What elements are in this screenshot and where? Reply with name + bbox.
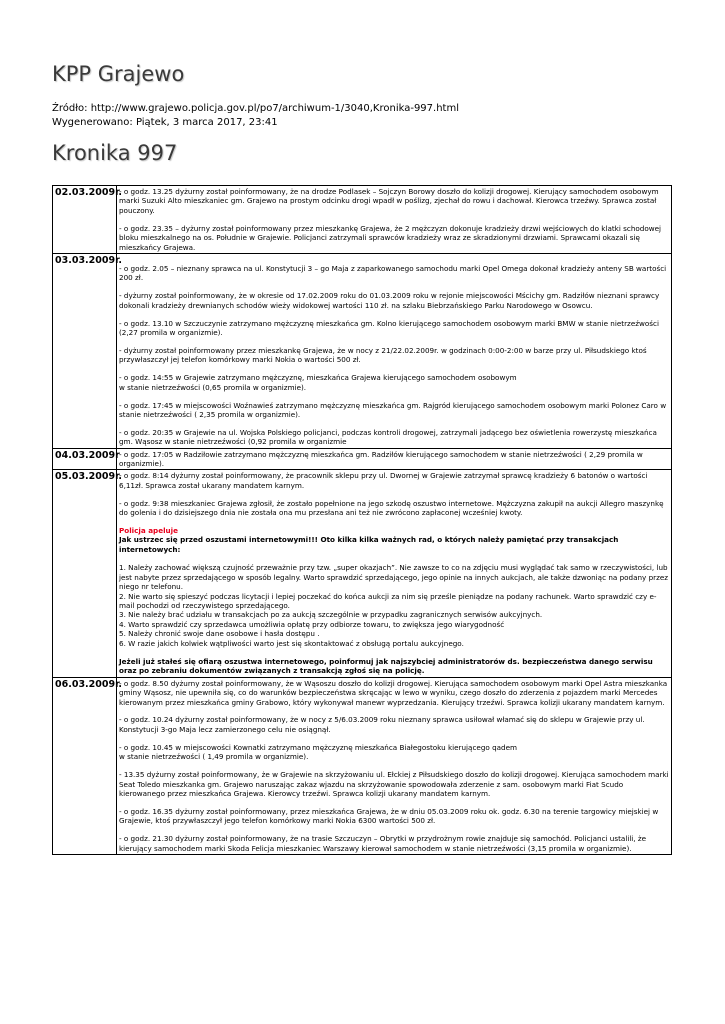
appeal-closing: Jeżeli już stałeś się ofiarą oszustwa internetowego, poinformuj jak najszybciej administratorów ds. bezpieczeństwa danego serwisu oraz po zebraniu dokumentów związanych z transakcją zgłoś się na policję. — [119, 656, 653, 676]
entries-cell — [117, 186, 672, 254]
log-entry: - o godz. 10.24 dyżurny został poinformowany, że w nocy z 5/6.03.2009 roku nieznany sprawca usiłował włamać się do sklepu w Grajewie przy ul. Konstytucji 3-go Maja lecz zamierzonego celu nie osiągnął. — [119, 715, 645, 734]
date-cell: 06.03.2009r. — [53, 677, 117, 854]
date-cell: 04.03.2009r — [53, 448, 117, 470]
table-row — [53, 186, 672, 254]
date-cell: 05.03.2009r. — [53, 470, 117, 677]
appeal-tip: 2. Nie warto się spieszyć podczas licytacji i lepiej poczekać do końca aukcji za nim się prześle pieniądze na podany rachunek. Warto sprawdzić czy e-mail pochodzi od rzeczywistego sprzedającego. — [119, 591, 657, 610]
entries-cell — [117, 253, 672, 448]
appeal-tip: 4. Warto sprawdzić czy sprzedawca umożliwia opłatę przy odbiorze towaru, to zwiększa jego wiarygodność — [119, 619, 505, 629]
log-entry: - o godz. 23.35 – dyżurny został poinformowany przez mieszkankę Grajewa, że 2 mężczyzn dokonuje kradzieży drzwi wejściowych do klatki schodowej bloku mieszkalnego na os. Południe w Grajewie. Policjanci zatrzymali sprawców kradzieży wraz ze skradzionymi drzwiami. Sprawcami okazali się mieszkańcy Grajewa. — [119, 223, 662, 252]
table-row — [53, 677, 672, 854]
entries-cell — [117, 448, 672, 470]
generated-line: Wygenerowano: Piątek, 3 marca 2017, 23:41 — [52, 116, 278, 128]
table-row — [53, 448, 672, 470]
document-meta — [52, 102, 459, 129]
appeal-question: Jak ustrzec się przed oszustami internetowymi!!! Oto kilka kilka ważnych rad, o których należy pamiętać przy transakcjach internetowych: — [119, 535, 619, 554]
site-title: KPP Grajewo — [52, 62, 185, 86]
appeal-tip: 5. Należy chronić swoje dane osobowe i hasła dostępu . — [119, 629, 320, 639]
chronicle-table — [52, 185, 672, 855]
appeal-tip: 1. Należy zachować większą czujność przeważnie przy tzw. „super okazjach”. Nie zawsze to co na zdjęciu musi wyglądać tak samo w rzeczywistości, lub jest nabyte przez sprzedającego w sposób legalny. Warto sprawdzić sprzedającego, jego opinie na innych aukcjach, ale także dzwoniąc na podany przez niego nr telefonu. — [119, 563, 669, 592]
log-entry: - 13.35 dyżurny został poinformowany, że w Grajewie na skrzyżowaniu ul. Ełckiej z Piłsudskiego doszło do kolizji drogowej. Kierująca samochodem marki Seat Toledo mieszkanka gm. Grajewo naruszając zakaz wjazdu na skrzyżowanie spowodowała zderzenie z sam. osobowym marki Fiat Scudo kierowanego przez mieszkańca Grajewa. Kierowcy trzeźwi. Sprawca kolizji ukarany mandatem karnym. — [119, 770, 669, 798]
appeal-tip: 6. W razie jakich kolwiek wątpliwości warto jest się skontaktować z obsługą portalu aukcyjnego. — [119, 638, 464, 648]
log-entry: - o godz. 10.45 w miejscowości Kownatki zatrzymano mężczyznę mieszkańca Białegostoku kierującego qadem w stanie nietrzeźwości ( 1,49 promila w organizmie). — [119, 742, 518, 762]
log-entry: - o godz. 13.25 dyżurny został poinformowany, że na drodze Podlasek – Sojczyn Borowy doszło do kolizji drogowej. Kierujący samochodem osobowym marki Suzuki Alto mieszkaniec gm. Grajewo na prostym odcinku drogi wpadł w poślizg, zjechał do rowu i dachował. Kierowca trzeźwy. Sprawca został pouczony. — [119, 187, 659, 215]
table-row — [53, 253, 672, 448]
entries-cell — [117, 677, 672, 854]
log-entry: - o godz. 14:55 w Grajewie zatrzymano mężczyznę, mieszkańca Grajewa kierującego samochodem osobowym w stanie nietrzeźwości (0,65 promila w organizmie). — [119, 373, 517, 392]
entries-cell — [117, 470, 672, 677]
log-entry: - dyżurny został poinformowany przez mieszkankę Grajewa, że w nocy z 21/22.02.2009r. w godzinach 0:00-2:00 w barze przy ul. Piłsudskiego ktoś przywłaszczył jej telefon komórkowy marki Nokia o wartości 500 zł. — [119, 345, 647, 365]
date-cell: 02.03.2009r. — [53, 186, 117, 254]
log-entry: - o godz. 8:14 dyżurny został poinformowany, że pracownik sklepu przy ul. Dwornej w Grajewie zatrzymał sprawcę kradzieży 6 batonów o wartości 6,11zł. Sprawca został ukarany mandatem karnym. — [119, 471, 648, 490]
appeal-heading: Policja apeluje — [119, 526, 178, 536]
table-row — [53, 470, 672, 677]
log-entry: - o godz. 16.35 dyżurny został poinformowany, przez mieszkańca Grajewa, że w dniu 05.03.2009 roku ok. godz. 6.30 na terenie targowicy miejskiej w Grajewie, ktoś przywłaszczył jego telefon komórkowy marki Nokia 6300 wartości 500 zł. — [119, 806, 659, 826]
log-entry: - o godz. 2.05 – nieznany sprawca na ul. Konstytucji 3 – go Maja z zaparkowanego samochodu marki Opel Omega dokonał kradzieży anteny SB wartości 200 zł. — [119, 263, 667, 283]
date-cell: 03.03.2009r. — [53, 253, 117, 448]
log-entry: - o godz. 17:05 w Radziłowie zatrzymano mężczyznę mieszkańca gm. Radziłów kierującego samochodem w stanie nietrzeźwości ( 2,29 promila w organizmie). — [119, 449, 643, 469]
source-line: Źródło: http://www.grajewo.policja.gov.pl/po7/archiwum-1/3040,Kronika-997.html — [52, 103, 459, 114]
log-entry: - o godz. 9:38 mieszkaniec Grajewa zgłosił, że zostało popełnione na jego szkodę oszustwo internetowe. Mężczyzna zakupił na aukcji Allegro maszynkę do golenia i do dzisiejszego dnia nie została ona mu przesłana ani też nie zwrócono zapłaconej wcześniej kwoty. — [119, 498, 664, 518]
document-title: Kronika 997 — [52, 141, 178, 165]
log-entry: - o godz. 8.50 dyżurny został poinformowany, że w Wąsoszu doszło do kolizji drogowej. Kierująca samochodem osobowym marki Opel Astra mieszkanka gminy Wąsosz, nie upewniła się, co do warunków bezpieczeństwa skręcając w lewo w wyniku, czego doszło do zderzenia z pojazdem marki Mercedes kierowanym przez mieszkańca gminy Grabowo, który wykonywał manewr wyprzedzania. Kierujący trzeźwi. Sprawca kolizji ukarany mandatem karnym. — [119, 678, 668, 707]
log-entry: - o godz. 20:35 w Grajewie na ul. Wojska Polskiego policjanci, podczas kontroli drogowej, zatrzymali jadącego bez oświetlenia rowerzystę mieszkańca gm. Wąsosz w stanie nietrzeźwości (0,92 promila w organizmie — [119, 427, 657, 447]
appeal-tip: 3. Nie należy brać udziału w transakcjach po za aukcją szczególnie w przypadku zagranicznych serwisów aukcyjnych. — [119, 610, 543, 620]
log-entry: - o godz. 13.10 w Szczuczynie zatrzymano mężczyznę mieszkańca gm. Kolno kierującego samochodem osobowym marki BMW w stanie nietrzeźwości (2,27 promila w organizmie). — [119, 318, 659, 337]
log-entry: - o godz. 17:45 w miejscowości Woźnawieś zatrzymano mężczyznę mieszkańca gm. Rajgród kierującego samochodem osobowym marki Polonez Caro w stanie nietrzeźwości ( 2,35 promila w organizmie). — [119, 400, 667, 419]
log-entry: - dyżurny został poinformowany, że w okresie od 17.02.2009 roku do 01.03.2009 roku w rejonie miejscowości Mścichy gm. Radziłów nieznani sprawcy dokonali kradzieży drewnianych schodów wieży widokowej wartości 110 zł. na szlaku Biebrzańskiego Parku Narodowego w Osowcu. — [119, 291, 660, 310]
log-entry: - o godz. 21.30 dyżurny został poinformowany, że na trasie Szczuczyn – Obrytki w przydrożnym rowie znajduje się samochód. Policjanci ustalili, że kierujący samochodem marki Skoda Felicja mieszkaniec Warszawy kierował samochodem w stanie nietrzeźwości (3,15 promila w organizmie). — [119, 834, 647, 853]
